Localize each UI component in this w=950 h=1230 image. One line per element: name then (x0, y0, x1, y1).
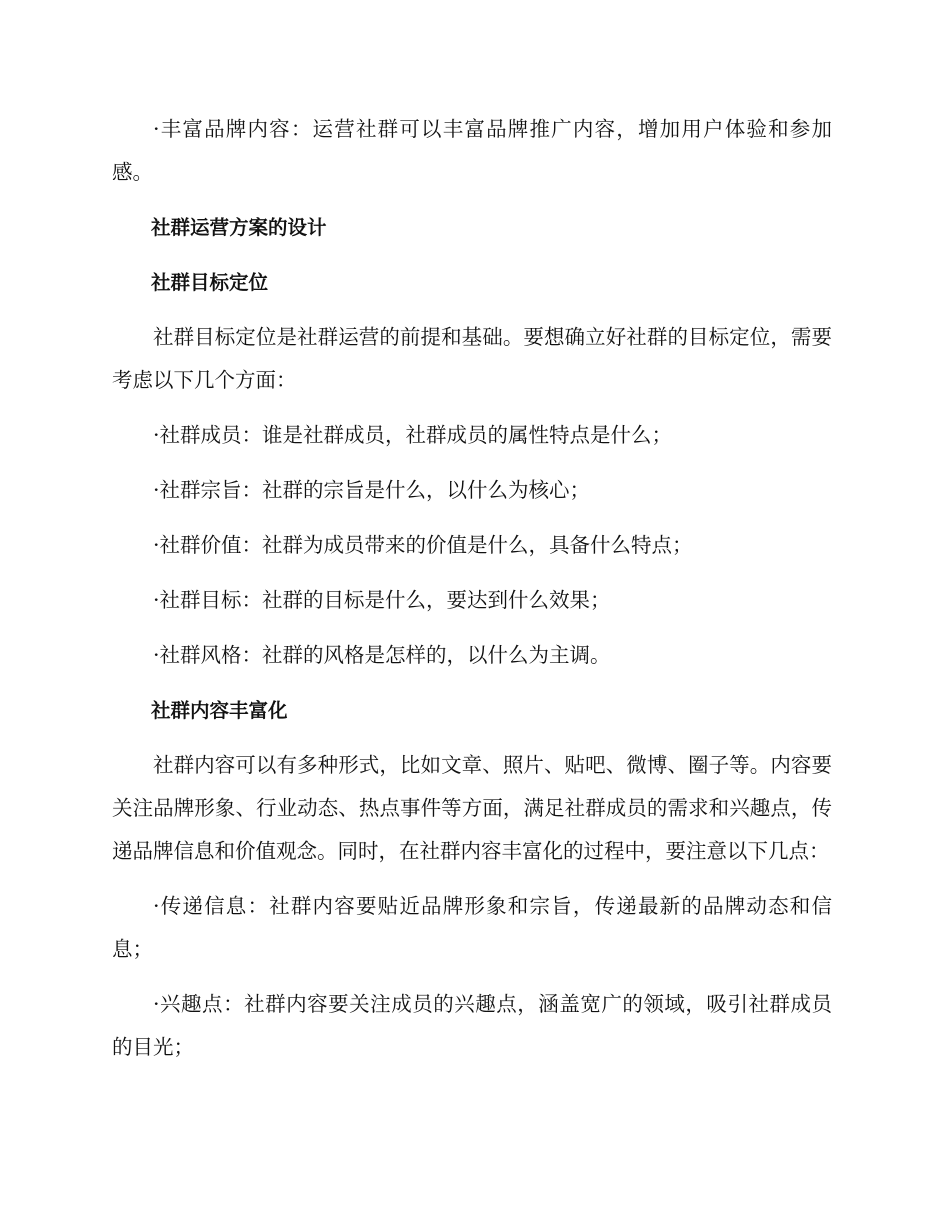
bullet-goal: ·社群目标：社群的目标是什么，要达到什么效果； (153, 588, 611, 612)
heading-content-enrichment: 社群内容丰富化 (151, 699, 288, 722)
document-page (112, 108, 832, 1069)
heading-operation-plan-design: 社群运营方案的设计 (151, 216, 327, 239)
paragraph-brand-content: ·丰富品牌内容：运营社群可以丰富品牌推广内容，增加用户体验和参加感。 (112, 117, 832, 184)
bullet-style: ·社群风格：社群的风格是怎样的，以什么为主调。 (153, 643, 611, 667)
bullet-purpose: ·社群宗旨：社群的宗旨是什么，以什么为核心； (153, 478, 591, 502)
heading-goal-positioning: 社群目标定位 (151, 271, 269, 294)
paragraph-goal-positioning: 社群目标定位是社群运营的前提和基础。要想确立好社群的目标定位，需要考虑以下几个方面： (112, 325, 832, 392)
bullet-value: ·社群价值：社群为成员带来的价值是什么，具备什么特点； (153, 533, 693, 557)
paragraph-content-enrichment: 社群内容可以有多种形式，比如文章、照片、贴吧、微博、圈子等。内容要关注品牌形象、行业动态、热点事件等方面，满足社群成员的需求和兴趣点，传递品牌信息和价值观念。同时，在社群内容丰富化的过程中，要注意以下几点： (112, 753, 832, 863)
bullet-deliver-info: ·传递信息：社群内容要贴近品牌形象和宗旨，传递最新的品牌动态和信息； (112, 894, 832, 961)
bullet-members: ·社群成员：谁是社群成员，社群成员的属性特点是什么； (153, 423, 673, 447)
bullet-interest-points: ·兴趣点：社群内容要关注成员的兴趣点，涵盖宽广的领域，吸引社群成员的目光； (112, 992, 832, 1059)
